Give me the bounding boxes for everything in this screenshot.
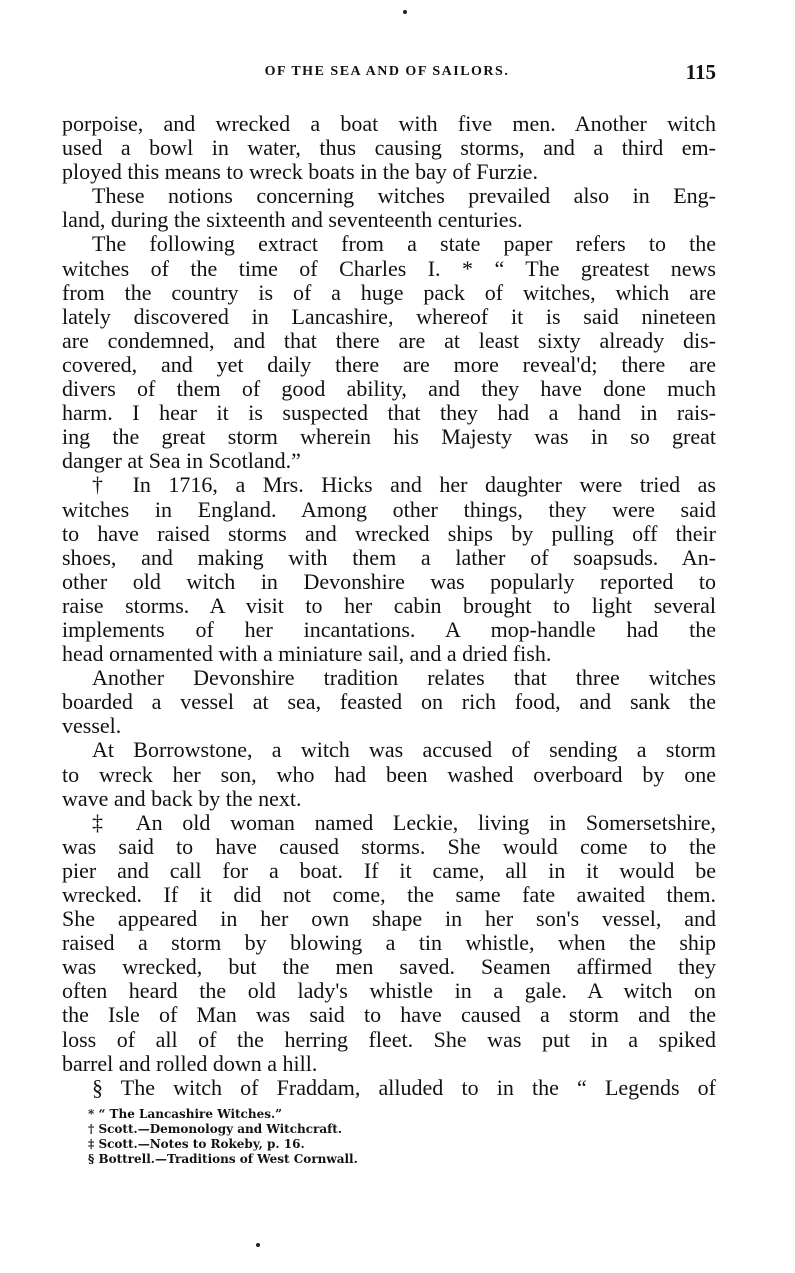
footnote: † Scott.—Demonology and Witchcraft. <box>88 1122 343 1136</box>
text-line: § The witch of Fraddam, alluded to in the “ Legends of <box>92 1074 716 1100</box>
text-line: raised a storm by blowing a tin whistle, when the ship <box>62 930 716 956</box>
text-line: porpoise, and wrecked a boat with five men. Another witch <box>62 111 716 136</box>
text-line: witches in England. Among other things, they were said <box>62 496 716 522</box>
text-line: often heard the old lady's whistle in a gale. A witch on <box>62 978 716 1004</box>
text-line: These notions concerning witches prevailed also in Eng- <box>92 183 716 209</box>
body-text <box>62 112 716 1100</box>
text-line: loss of all of the herring fleet. She was put in a spiked <box>62 1026 716 1052</box>
text-line: At Borrowstone, a witch was accused of sending a storm <box>92 737 716 763</box>
text-line: was wrecked, but the men saved. Seamen affirmed they <box>62 954 716 980</box>
paragraph <box>62 232 716 473</box>
text-line: to wreck her son, who had been washed overboard by one <box>62 761 716 787</box>
text-line: lately discovered in Lancashire, whereof it is said nineteen <box>62 303 716 329</box>
text-line: from the country is of a huge pack of witches, which are <box>62 279 716 305</box>
text-line: covered, and yet daily there are more reveal'd; there are <box>62 351 716 377</box>
footnotes <box>88 1107 358 1167</box>
text-line: other old witch in Devonshire was popularly reported to <box>62 568 716 594</box>
text-line: danger at Sea in Scotland.” <box>62 448 301 474</box>
page-header <box>62 60 716 86</box>
paragraph <box>62 1076 716 1100</box>
text-line: head ornamented with a miniature sail, and a dried fish. <box>62 641 552 667</box>
running-title: OF THE SEA AND OF SAILORS. <box>264 64 510 79</box>
page-number: 115 <box>685 60 716 84</box>
text-line: barrel and rolled down a hill. <box>62 1050 318 1076</box>
text-line: boarded a vessel at sea, feasted on rich food, and sank the <box>62 689 716 715</box>
paragraph <box>62 112 716 184</box>
text-line: witches of the time of Charles I. * “ The greatest news <box>62 255 716 281</box>
footnote: § Bottrell.—Traditions of West Cornwall. <box>88 1152 358 1166</box>
text-line: land, during the sixteenth and seventeenth centuries. <box>62 207 523 233</box>
footnote: ‡ Scott.—Notes to Rokeby, p. 16. <box>88 1137 305 1151</box>
text-line: pier and call for a boat. If it came, all in it would be <box>62 857 716 883</box>
paragraph <box>62 184 716 232</box>
text-line: ‡ An old woman named Leckie, living in Somersetshire, <box>92 809 716 835</box>
text-line: implements of her incantations. A mop-handle had the <box>62 616 716 642</box>
text-line: ing the great storm wherein his Majesty was in so great <box>62 424 716 450</box>
text-line: the Isle of Man was said to have caused a storm and the <box>62 1002 716 1028</box>
paragraph <box>62 738 716 810</box>
paragraph <box>62 811 716 1076</box>
text-line: ployed this means to wreck boats in the bay of Furzie. <box>62 159 538 185</box>
text-line: Another Devonshire tradition relates that three witches <box>92 665 716 691</box>
text-line: harm. I hear it is suspected that they had a hand in rais- <box>62 400 716 426</box>
text-line: The following extract from a state paper refers to the <box>92 231 716 257</box>
text-line: † In 1716, a Mrs. Hicks and her daughter were tried as <box>92 472 716 498</box>
text-line: shoes, and making with them a lather of soapsuds. An- <box>62 544 716 570</box>
text-line: She appeared in her own shape in her son's vessel, and <box>62 906 716 932</box>
text-line: raise storms. A visit to her cabin brought to light several <box>62 592 716 618</box>
text-line: to have raised storms and wrecked ships by pulling off their <box>62 520 716 546</box>
text-line: are condemned, and that there are at least sixty already dis- <box>62 327 716 353</box>
text-line: divers of them of good ability, and they have done much <box>62 376 716 402</box>
paragraph <box>62 473 716 666</box>
text-line: wave and back by the next. <box>62 785 302 811</box>
scan-mark-top <box>403 10 407 14</box>
text-line: wrecked. If it did not come, the same fate awaited them. <box>62 882 716 907</box>
scan-mark-bottom <box>256 1243 260 1247</box>
paragraph <box>62 666 716 738</box>
text-line: was said to have caused storms. She would come to the <box>62 833 716 859</box>
text-line: used a bowl in water, thus causing storms, and a third em- <box>62 135 716 161</box>
footnote: * “ The Lancashire Witches.” <box>88 1107 283 1121</box>
text-line: vessel. <box>62 713 122 739</box>
